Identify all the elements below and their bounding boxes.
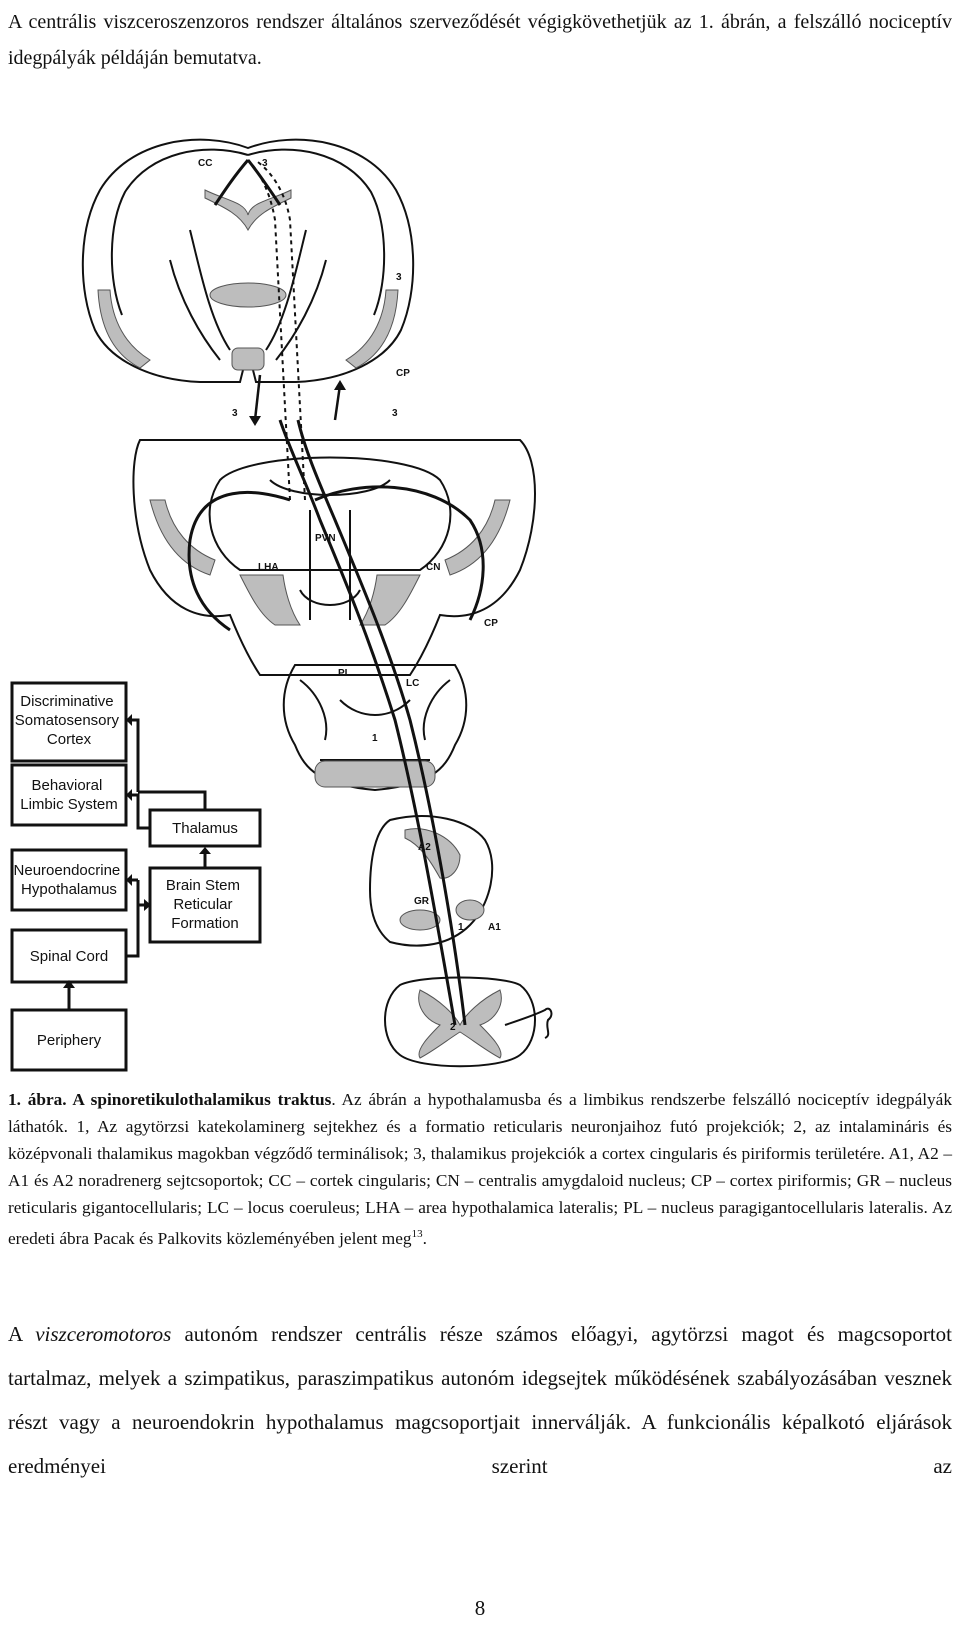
caption-ref: 13 xyxy=(411,1228,423,1240)
label-3-right: 3 xyxy=(396,272,402,283)
box-behavioral-text: Behavioral Limbic System xyxy=(20,777,118,813)
label-cp-top: CP xyxy=(396,368,410,379)
caption-label: 1. ábra. A spinoretikulothalamikus traktus xyxy=(8,1090,332,1109)
paragraph-post: autonóm rendszer centrális része számos előagyi, agytörzsi magot és magcsoportot tartalmaz, melyek a szimpatikus, paraszimpatikus autonóm idegsejtek működésének szabályozásában vesznek részt vagy a neuroendokrin hypothalamus magcsoportjait innerválják. A funkcionális képalkotó eljárások eredményei szerint az xyxy=(8,1322,952,1478)
figure-1 xyxy=(0,120,960,1120)
box-periphery-text: Periphery xyxy=(36,1032,102,1049)
intro-paragraph: A centrális viszceroszenzoros rendszer általános szerveződését végigkövethetjük az 1. ábrán, a felszálló nociceptív idegpályák példáján bemutatva. xyxy=(8,11,952,69)
box-behavioral-limbic xyxy=(12,765,126,825)
label-a1: A1 xyxy=(488,922,501,933)
label-3-top: 3 xyxy=(262,158,268,169)
label-2-spinal: 2 xyxy=(450,1022,456,1033)
label-pl: PL xyxy=(338,668,351,679)
label-1-pons: 1 xyxy=(372,733,378,744)
label-3-mid: 3 xyxy=(392,408,398,419)
label-a2: A2 xyxy=(418,842,431,853)
box-spinal-text: Spinal Cord xyxy=(29,948,109,965)
label-lc: LC xyxy=(406,678,420,689)
medulla-section xyxy=(370,816,492,946)
body-paragraph xyxy=(8,1312,952,1488)
label-pvn: PVN xyxy=(315,533,336,544)
flowchart xyxy=(12,683,260,1070)
spinal-cord-section xyxy=(385,978,551,1067)
label-gr: GR xyxy=(414,896,429,907)
label-3-left: 3 xyxy=(232,408,238,419)
label-cp-mid: CP xyxy=(484,618,498,629)
paragraph-italic: viszceromotoros xyxy=(35,1322,172,1346)
label-cc: CC xyxy=(198,158,213,169)
box-brainstem-text: Brain Stem Reticular Formation xyxy=(165,877,241,932)
spinoreticulothalamic-diagram xyxy=(0,120,960,1120)
page-number: 8 xyxy=(474,1596,486,1620)
box-neuroendocrine xyxy=(12,850,126,910)
forebrain-section xyxy=(83,140,413,382)
paragraph-pre: A xyxy=(8,1322,36,1346)
tract-arrowheads xyxy=(249,380,346,426)
box-discriminative-text: Discriminative Somatosensory Cortex xyxy=(14,693,120,748)
figure-caption xyxy=(8,1086,952,1252)
label-cn: CN xyxy=(426,562,441,573)
label-lha: LHA xyxy=(258,562,279,573)
caption-end: . xyxy=(422,1228,427,1248)
box-neuroendocrine-text: Neuroendocrine Hypothalamus xyxy=(13,862,121,898)
pons-section xyxy=(284,665,467,790)
label-1-medulla: 1 xyxy=(458,922,464,933)
box-thalamus-text: Thalamus xyxy=(172,820,238,837)
caption-text: . Az ábrán a hypothalamusba és a limbikus rendszerbe felszálló nociceptív idegpályák láthatók. 1, Az agytörzsi katekolaminerg sejtekhez és a formatio reticularis neuronjaihoz futó projekciók; 2, az intalamináris és középvonali thalamikus magokban végződő terminálisok; 3, thalamikus projekciók a cortex cingularis és piriformis területére. A1, A2 – A1 és A2 noradrenerg sejtcsoportok; CC – cortek cingularis; CN – centralis amygdaloid nucleus; CP – cortex piriformis; GR – nucleus reticularis gigantocellularis; LC – locus coeruleus; LHA – area hypothalamica lateralis; PL – nucleus paragigantocellularis lateralis. Az eredeti ábra Pacak és Palkovits közleményében jelent meg xyxy=(8,1090,952,1248)
